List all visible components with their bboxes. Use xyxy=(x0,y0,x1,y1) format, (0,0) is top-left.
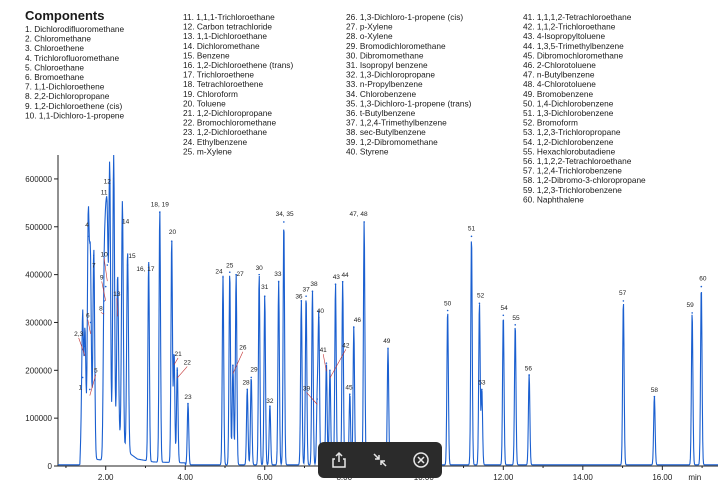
close-icon xyxy=(412,451,430,469)
peak-point xyxy=(353,326,355,328)
peak-label: 36 xyxy=(295,293,303,301)
legend-item: 15. Benzene xyxy=(183,50,230,61)
peak-point xyxy=(305,295,307,297)
y-tick-label: 100000 xyxy=(25,414,52,424)
peak-label: 56 xyxy=(524,365,532,373)
peak-point xyxy=(316,398,318,400)
peak-point xyxy=(127,264,129,266)
peak-label: 39 xyxy=(302,385,311,393)
legend-item: 56. 1,1,2,2-Tetrachloroethane xyxy=(523,156,632,166)
peak-point xyxy=(171,240,173,242)
legend-item: 14. Dichloromethane xyxy=(183,40,260,51)
peak-label: 29 xyxy=(250,366,258,374)
peak-label: 52 xyxy=(477,292,485,300)
peak-point xyxy=(283,221,285,223)
peak-label: 4 xyxy=(85,221,89,229)
peak-label: 44 xyxy=(341,272,349,280)
peak-label: 50 xyxy=(444,300,452,308)
legend-item: 53. 1,2,3-Trichloropropane xyxy=(523,127,621,138)
peak-label: 27 xyxy=(236,271,244,279)
peak-label: 31 xyxy=(261,283,269,291)
peak-label: 40 xyxy=(316,307,325,315)
peak-point xyxy=(312,291,314,293)
legend-item: 12. Carbon tetrachloride xyxy=(183,21,273,32)
peak-point xyxy=(528,374,530,376)
peak-label: 6 xyxy=(86,312,90,320)
x-unit-label: min xyxy=(688,473,702,482)
peak-label: 5 xyxy=(93,367,98,375)
legend-item: 45. Dibromochloromethane xyxy=(523,50,624,61)
peak-point xyxy=(342,281,344,283)
legend-item: 46. 2-Chlorotoluene xyxy=(523,60,596,70)
peak-label: 11 xyxy=(100,189,108,197)
legend-item: 33. n-Propylbenzene xyxy=(346,79,423,90)
peak-label: 12 xyxy=(103,178,111,186)
peak-label: 7 xyxy=(91,262,96,270)
peak-label: 51 xyxy=(467,225,476,233)
legend-item: 50. 1,4-Dichlorobenzene xyxy=(523,98,614,109)
legend-item: 52. Bromoform xyxy=(523,117,578,128)
legend-item: 48. 4-Chlorotoluene xyxy=(523,79,596,90)
legend-item: 2. Chloromethane xyxy=(25,33,91,44)
peak-point xyxy=(84,346,86,348)
y-tick-label: 600000 xyxy=(25,174,52,184)
peak-label: 15 xyxy=(128,252,136,260)
legend-item: 22. Bromochloromethane xyxy=(183,117,277,128)
peak-point xyxy=(691,312,693,314)
close-button[interactable] xyxy=(406,445,436,475)
legend-item: 5. Chloroethane xyxy=(25,62,85,73)
legend-item: 13. 1,1-Dichloroethane xyxy=(183,31,267,42)
peak-point xyxy=(113,178,115,180)
peak-label: 26 xyxy=(239,344,247,352)
peak-label: 49 xyxy=(383,338,391,346)
peak-label: 42 xyxy=(342,342,350,350)
legend-item: 32. 1,3-Dichloropropane xyxy=(346,69,436,80)
legend-item: 44. 1,3,5-Trimethylbenzene xyxy=(523,40,624,51)
peak-label: 54 xyxy=(500,305,508,313)
legend-item: 57. 1,2,4-Trichlorobenzene xyxy=(523,165,622,176)
legend-item: 10. 1,1-Dichloro-1-propene xyxy=(25,110,125,121)
x-tick-label: 6.00 xyxy=(256,473,273,482)
peak-point xyxy=(107,264,109,266)
y-tick-label: 500000 xyxy=(25,222,52,232)
peak-label: 41 xyxy=(319,347,327,355)
share-button[interactable] xyxy=(324,445,354,475)
legend-item: 16. 1,2-Dichloroethene (trans) xyxy=(183,60,294,70)
peak-point xyxy=(326,362,328,364)
legend-item: 43. 4-Isopropyltoluene xyxy=(523,31,606,42)
peak-point xyxy=(481,389,483,391)
peak-label: 33 xyxy=(274,271,282,279)
legend-item: 11. 1,1,1-Trichloroethane xyxy=(183,12,275,22)
peak-point xyxy=(387,348,389,350)
legend-item: 60. Naphthalene xyxy=(523,194,584,205)
y-tick-label: 400000 xyxy=(25,270,52,280)
peak-point xyxy=(103,300,105,302)
peak-point xyxy=(82,377,84,379)
peak-point xyxy=(229,271,231,273)
peak-point xyxy=(623,300,625,302)
peak-point xyxy=(447,310,449,312)
peak-point xyxy=(471,236,473,238)
x-tick-label: 4.00 xyxy=(177,473,194,482)
peak-label: 28 xyxy=(242,379,250,387)
legend-item: 58. 1,2-Dibromo-3-chloropropane xyxy=(523,175,646,186)
peak-label: 53 xyxy=(478,379,486,387)
legend-item: 17. Trichloroethene xyxy=(183,69,255,80)
peak-label: 21 xyxy=(174,350,182,358)
legend-item: 29. Bromodichloromethane xyxy=(346,40,446,51)
legend-item: 41. 1,1,1,2-Tetrachloroethane xyxy=(523,12,632,22)
peak-label: 46 xyxy=(353,316,362,324)
peak-point xyxy=(654,396,656,398)
peak-label: 30 xyxy=(255,264,263,272)
y-tick-label: 200000 xyxy=(25,366,52,376)
share-icon xyxy=(330,451,348,469)
peak-label: 34, 35 xyxy=(275,211,294,219)
peak-label: 37 xyxy=(302,286,310,294)
peak-point xyxy=(278,281,280,283)
peak-label: 2,3 xyxy=(74,330,84,338)
legend-item: 47. n-Butylbenzene xyxy=(523,69,595,80)
peak-point xyxy=(105,286,107,288)
peak-point xyxy=(335,283,337,285)
legend-item: 36. t-Butylbenzene xyxy=(346,108,416,118)
legend-item: 24. Ethylbenzene xyxy=(183,136,248,147)
legend-item: 20. Toluene xyxy=(183,98,226,109)
peak-label: 25 xyxy=(226,262,234,270)
peak-label: 8 xyxy=(99,305,103,313)
legend-item: 59. 1,2,3-Trichlorobenzene xyxy=(523,184,622,195)
floating-toolbar xyxy=(318,442,442,478)
legend-item: 28. o-Xylene xyxy=(346,31,393,42)
x-tick-label: 12.00 xyxy=(493,473,514,482)
peak-point xyxy=(264,295,266,297)
peak-label: 10 xyxy=(100,251,108,259)
legend-item: 25. m-Xylene xyxy=(183,146,232,157)
peak-point xyxy=(232,365,234,367)
peak-label: 32 xyxy=(266,397,274,405)
y-tick-label: 300000 xyxy=(25,318,52,328)
peak-label: 45 xyxy=(345,384,353,392)
peak-point xyxy=(318,317,320,319)
peak-label: 55 xyxy=(512,315,520,323)
peak-point xyxy=(90,322,92,324)
legend-item: 39. 1,2-Dibromomethane xyxy=(346,136,438,147)
peak-point xyxy=(89,389,91,391)
peak-point xyxy=(159,212,161,214)
legend-item: 49. Bromobenzene xyxy=(523,88,594,99)
peak-label: 57 xyxy=(618,290,627,298)
legend-item: 18. Tetrachloroethene xyxy=(183,79,264,90)
peak-label: 24 xyxy=(215,268,223,276)
legend-item: 40. Styrene xyxy=(346,146,389,157)
legend-item: 6. Bromoethane xyxy=(25,72,85,82)
peak-label: 18, 19 xyxy=(150,201,169,209)
peak-label: 9 xyxy=(99,274,104,282)
peak-point xyxy=(250,377,252,379)
peak-point xyxy=(329,370,331,372)
peak-label: 23 xyxy=(184,394,192,402)
peak-label: 60 xyxy=(699,275,707,283)
peak-label: 59 xyxy=(686,302,694,310)
x-tick-label: 14.00 xyxy=(572,473,593,482)
legend-item: 35. 1,3-Dichloro-1-propene (trans) xyxy=(346,98,472,109)
peak-label: 1 xyxy=(78,384,83,392)
peak-point xyxy=(349,393,351,395)
legend-item: 9. 1,2-Dichloroethene (cis) xyxy=(25,100,123,111)
peak-label: 38 xyxy=(310,281,318,289)
peak-label: 43 xyxy=(332,273,340,281)
peak-label: 47, 48 xyxy=(349,211,368,219)
peak-label: 13 xyxy=(113,291,121,299)
peak-point xyxy=(93,255,95,257)
peak-point xyxy=(503,314,505,316)
peak-label: 20 xyxy=(168,228,177,236)
peak-label: 14 xyxy=(121,218,130,226)
peak-label: 16, 17 xyxy=(136,265,155,273)
legend-item: 42. 1,1,2-Trichloroethane xyxy=(523,21,616,32)
peak-point xyxy=(222,276,224,278)
peak-point xyxy=(269,405,271,407)
peak-point xyxy=(187,403,189,405)
legend-item: 34. Chlorobenzene xyxy=(346,88,417,99)
legend-title: Components xyxy=(25,8,105,23)
legend-item: 8. 2,2-Dichloropropane xyxy=(25,91,110,102)
peak-point xyxy=(479,303,481,305)
legend-item: 27. p-Xylene xyxy=(346,21,393,32)
peak-point xyxy=(176,370,178,372)
legend-item: 7. 1,1-Dichloroethene xyxy=(25,81,105,92)
peak-point xyxy=(258,274,260,276)
legend-item: 30. Dibromomethane xyxy=(346,50,424,61)
legend-item: 4. Trichlorofluoromethane xyxy=(25,52,120,63)
peak-point xyxy=(363,221,365,223)
peak-point xyxy=(514,324,516,326)
legend-item: 55. Hexachlorobutadiene xyxy=(523,146,616,157)
legend-item: 54. 1,2-Dichlorobenzene xyxy=(523,136,614,147)
legend-item: 3. Chloroethene xyxy=(25,43,85,54)
peak-point xyxy=(87,236,89,238)
x-tick-label: 2.00 xyxy=(97,473,114,482)
peak-label: 22 xyxy=(183,359,191,367)
legend-item: 26. 1,3-Dichloro-1-propene (cis) xyxy=(346,12,464,22)
legend-item: 31. Isopropyl benzene xyxy=(346,60,428,70)
legend-item: 19. Chloroform xyxy=(183,88,238,99)
legend-item: 1. Dichlorodifluoromethane xyxy=(25,24,125,34)
y-tick-label: 0 xyxy=(47,462,52,471)
collapse-icon xyxy=(371,451,389,469)
legend-item: 38. sec-Butylbenzene xyxy=(346,127,426,138)
peak-point xyxy=(246,389,248,391)
peak-label: 58 xyxy=(650,386,659,394)
x-tick-label: 16.00 xyxy=(652,473,673,482)
collapse-button[interactable] xyxy=(365,445,395,475)
legend-item: 21. 1,2-Dichloropropane xyxy=(183,108,273,118)
legend-item: 51. 1,3-Dichlorobenzene xyxy=(523,108,614,118)
peak-point xyxy=(701,286,703,288)
legend-item: 37. 1,2,4-Trimethylbenzene xyxy=(346,117,447,128)
legend-item: 23. 1,2-Dichloroethane xyxy=(183,127,267,138)
